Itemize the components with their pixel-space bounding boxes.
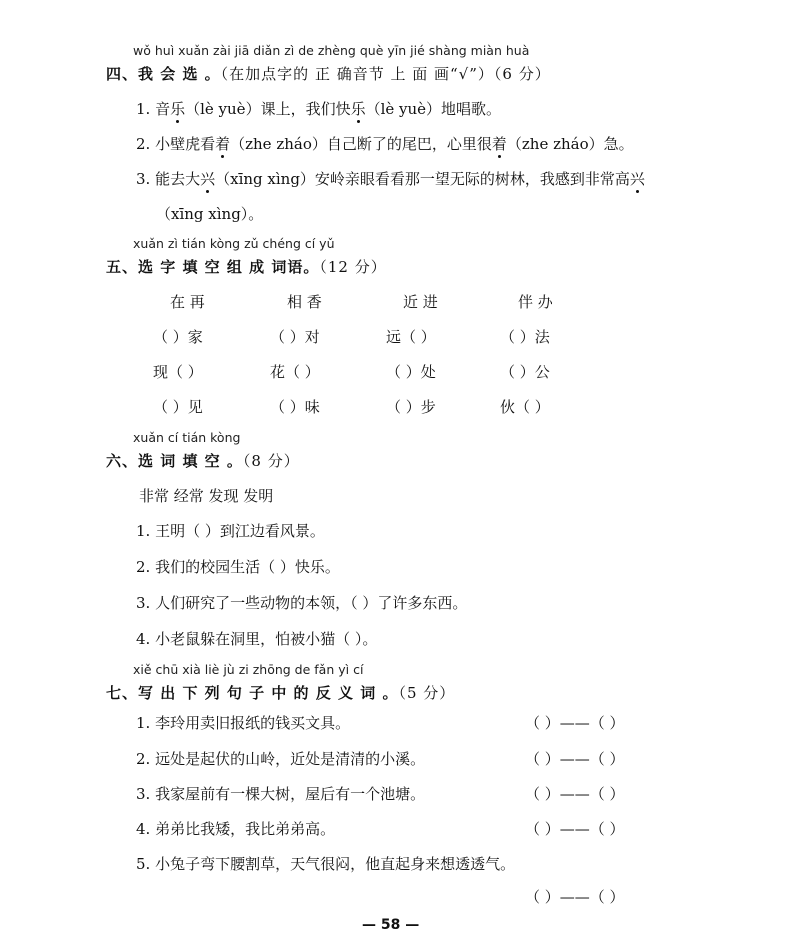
- s5-group-4: 伴 办: [518, 293, 553, 311]
- s7-answer-4[interactable]: （ ）——（ ）: [525, 820, 625, 838]
- s5-blank[interactable]: （ ）法: [500, 328, 550, 346]
- s4-score: （在加点字的 正 确音节 上 面 画“√”）（6 分）: [220, 65, 551, 83]
- s5-blank[interactable]: 伙（ ）: [500, 398, 550, 416]
- dotted-char: 兴: [629, 170, 645, 188]
- s4-question-3-cont: （xīng xìng）。: [156, 205, 264, 223]
- s6-pinyin: xuǎn cí tián kòng: [133, 430, 241, 445]
- s5-blank[interactable]: （ ）家: [153, 328, 203, 346]
- s5-group-3: 近 进: [403, 293, 438, 311]
- dotted-char: 乐: [170, 100, 186, 118]
- s4-title: 四、我 会 选 。: [106, 65, 221, 83]
- s7-answer-2[interactable]: （ ）——（ ）: [525, 750, 625, 768]
- s6-question-4[interactable]: 4. 小老鼠躲在洞里，怕被小猫（ ）。: [136, 630, 378, 648]
- s5-blank[interactable]: 现（ ）: [153, 363, 203, 381]
- s4-question-2: 2. 小壁虎看着（zhe zháo）自己断了的尾巴，心里很着（zhe zháo）急。: [136, 135, 634, 153]
- page-number: — 58 —: [362, 917, 420, 933]
- s6-question-2[interactable]: 2. 我们的校园生活（ ）快乐。: [136, 558, 340, 576]
- s6-word-bank: 非常 经常 发现 发明: [139, 487, 274, 505]
- s5-group-1: 在 再: [170, 293, 205, 311]
- s4-pinyin: wǒ huì xuǎn zài jiā diǎn zì de zhèng què yīn jié shàng miàn huà: [133, 43, 530, 58]
- s5-pinyin: xuǎn zì tián kòng zǔ chéng cí yǔ: [133, 236, 335, 251]
- s6-score: （8 分）: [242, 452, 300, 470]
- s7-answer-1[interactable]: （ ）——（ ）: [525, 714, 625, 732]
- s7-pinyin: xiě chū xià liè jù zi zhōng de fǎn yì cí: [133, 662, 364, 677]
- s6-question-1[interactable]: 1. 王明（ ）到江边看风景。: [136, 522, 325, 540]
- s7-question-4: 4. 弟弟比我矮，我比弟弟高。: [136, 820, 336, 838]
- s7-answer-3[interactable]: （ ）——（ ）: [525, 785, 625, 803]
- s5-blank[interactable]: （ ）味: [270, 398, 320, 416]
- s7-heading: [106, 682, 455, 703]
- s7-answer-5[interactable]: （ ）——（ ）: [525, 888, 625, 906]
- dotted-char: 兴: [200, 170, 216, 188]
- s5-blank[interactable]: （ ）处: [386, 363, 436, 381]
- s5-blank[interactable]: （ ）见: [153, 398, 203, 416]
- s5-blank[interactable]: 花（ ）: [270, 363, 320, 381]
- s7-title: 七、写 出 下 列 句 子 中 的 反 义 词 。: [106, 684, 399, 702]
- s7-question-3: 3. 我家屋前有一棵大树，屋后有一个池塘。: [136, 785, 426, 803]
- s5-title: 五、选 字 填 空 组 成 词语。: [106, 258, 320, 276]
- s5-blank[interactable]: 远（ ）: [386, 328, 436, 346]
- s7-question-2: 2. 远处是起伏的山岭，近处是清清的小溪。: [136, 750, 426, 768]
- s7-score: （5 分）: [398, 684, 456, 702]
- s4-question-3: 3. 能去大兴（xīng xìng）安岭亲眼看看那一望无际的树林，我感到非常高兴: [136, 170, 645, 188]
- s7-question-5: 5. 小兔子弯下腰割草，天气很闷，他直起身来想透透气。: [136, 855, 516, 873]
- s4-heading: [106, 63, 551, 84]
- s5-group-2: 相 香: [287, 293, 322, 311]
- s6-title: 六、选 词 填 空 。: [106, 452, 243, 470]
- dotted-char: 着: [491, 135, 507, 153]
- s5-heading: [106, 256, 387, 277]
- s5-blank[interactable]: （ ）步: [386, 398, 436, 416]
- dotted-char: 着: [215, 135, 231, 153]
- s6-heading: [106, 450, 300, 471]
- s6-question-3[interactable]: 3. 人们研究了一些动物的本领，（ ）了许多东西。: [136, 594, 468, 612]
- dotted-char: 乐: [350, 100, 366, 118]
- s5-blank[interactable]: （ ）公: [500, 363, 550, 381]
- s5-score: （12 分）: [319, 258, 387, 276]
- s7-question-1: 1. 李玲用卖旧报纸的钱买文具。: [136, 714, 351, 732]
- s4-question-1: 1. 音乐（lè yuè）课上，我们快乐（lè yuè）地唱歌。: [136, 100, 502, 118]
- s5-blank[interactable]: （ ）对: [270, 328, 320, 346]
